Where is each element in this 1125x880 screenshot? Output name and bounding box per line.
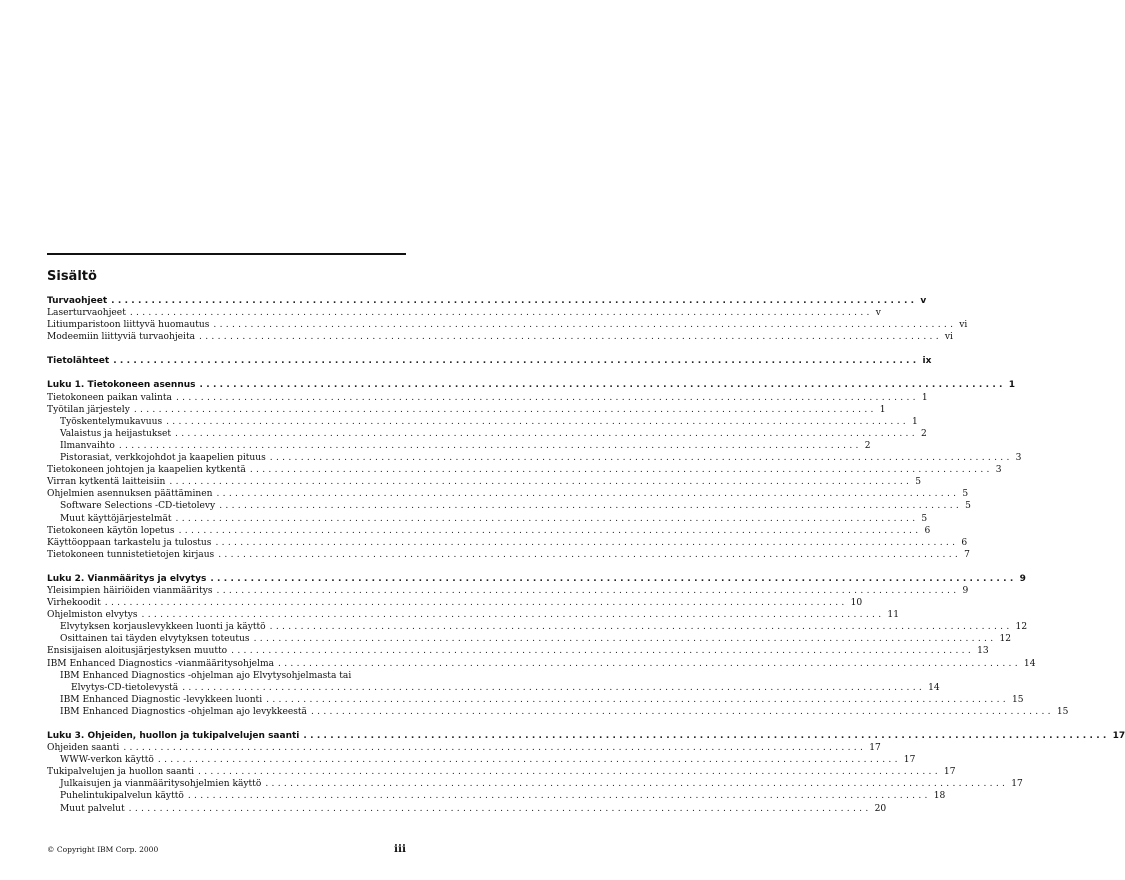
toc-dot-leader: ........................................................................................................................ <box>303 731 1110 741</box>
toc-entry-page: 17 <box>903 755 916 766</box>
toc-entry[interactable] <box>47 513 928 525</box>
toc-entry-label: Litiumparistoon liittyvä huomautus <box>47 320 210 331</box>
toc-entry-label: Työskentelymukavuus <box>60 416 163 427</box>
toc-entry-page: v <box>875 308 881 319</box>
toc-dot-leader: ........................................................................................................................ <box>310 706 1054 717</box>
toc-entry[interactable] <box>47 694 1024 706</box>
toc-entry-page: 1 <box>879 404 886 415</box>
toc-entry[interactable] <box>47 597 863 609</box>
toc-entry-page: 10 <box>850 598 863 609</box>
toc-entry-label: Työtilan järjestely <box>47 404 130 415</box>
toc-entry-label: IBM Enhanced Diagnostic -levykkeen luonti <box>60 694 263 705</box>
toc-entry[interactable] <box>47 621 1028 633</box>
toc-entry[interactable] <box>47 658 1036 670</box>
toc-entry-label: Tietokoneen tunnistetietojen kirjaus <box>47 549 215 560</box>
toc-entry-page: 1 <box>1008 380 1016 391</box>
toc-entry-page: 11 <box>887 610 899 621</box>
toc-entry[interactable] <box>47 488 969 500</box>
toc-dot-leader: ........................................................................................................................ <box>219 501 963 512</box>
toc-dot-leader: ........................................................................................................................ <box>175 392 919 403</box>
toc-entry-page: 6 <box>924 525 931 536</box>
toc-entry[interactable] <box>47 706 1069 718</box>
toc-entry-page: 9 <box>962 585 969 596</box>
toc-entry-label: Ohjeiden saanti <box>47 743 120 754</box>
header-rule <box>47 253 406 255</box>
toc-entry[interactable] <box>47 404 886 416</box>
toc-entry[interactable] <box>47 392 928 404</box>
toc-entry-page: 14 <box>1023 658 1036 669</box>
toc-entry-label: Luku 2. Vianmääritys ja elvytys <box>47 573 207 584</box>
toc-entry[interactable] <box>47 452 1022 464</box>
toc-entry[interactable] <box>47 682 940 694</box>
toc-entry-page: 7 <box>964 549 970 560</box>
toc-dot-leader: ........................................................................................................................ <box>278 658 1021 669</box>
toc-entry-label: Puhelintukipalvelun käyttö <box>60 791 184 802</box>
page-title: Sisältö <box>47 269 97 284</box>
toc-dot-leader: ........................................................................................................................ <box>133 404 877 415</box>
toc-entry-page: 14 <box>928 682 940 693</box>
toc-dot-leader: ........................................................................................................................ <box>129 308 873 319</box>
toc-entry[interactable] <box>47 803 887 815</box>
toc-entry-page: 18 <box>933 791 946 802</box>
toc-dot-leader: ........................................................................................................................ <box>175 513 919 524</box>
toc-entry-page: ix <box>922 356 932 367</box>
toc-entry[interactable] <box>47 790 946 802</box>
toc-entry[interactable] <box>47 633 1012 645</box>
toc-entry-label: Tietolähteet <box>47 356 110 367</box>
toc-entry-label: Ohjelmiston elvytys <box>47 610 138 621</box>
toc-dot-leader: ........................................................................................................................ <box>216 585 960 596</box>
toc-dot-leader: ........................................................................................................................ <box>265 779 1009 790</box>
toc-entry-page: 17 <box>869 743 881 754</box>
toc-entry-page: vi <box>959 320 968 331</box>
toc-spacer <box>47 367 406 379</box>
toc-entry-page: 20 <box>874 803 887 814</box>
toc-dot-leader: ........................................................................................................................ <box>178 525 922 536</box>
copyright-notice: © Copyright IBM Corp. 2000 <box>47 845 159 854</box>
toc-entry-label: Ilmanvaihto <box>60 440 115 451</box>
toc-entry[interactable] <box>47 778 1023 790</box>
toc-entry-label: Tietokoneen johtojen ja kaapelien kytkentä <box>47 465 246 476</box>
toc-entry-page: v <box>920 296 927 306</box>
toc-entry-label: Ohjelmien asennuksen päättäminen <box>47 489 213 500</box>
toc-chapter-entry[interactable] <box>47 355 932 367</box>
toc-dot-leader: ........................................................................................................................ <box>182 682 926 693</box>
toc-entry[interactable] <box>47 464 1002 476</box>
toc-dot-leader: ........................................................................................................................ <box>218 549 962 560</box>
toc-entry-label: Muut palvelut <box>60 803 125 814</box>
toc-dot-leader: ........................................................................................................................ <box>113 356 920 367</box>
toc-dot-leader: ........................................................................................................................ <box>175 428 918 439</box>
toc-dot-leader: ........................................................................................................................ <box>269 453 1013 464</box>
toc-dot-leader: ........................................................................................................................ <box>123 743 867 754</box>
toc-entry-label: Luku 3. Ohjeiden, huollon ja tukipalvelujen saanti <box>47 731 300 741</box>
toc-entry-page: 15 <box>1056 706 1069 717</box>
toc-dot-leader: ........................................................................................................................ <box>253 634 997 645</box>
toc-entry[interactable] <box>47 609 899 621</box>
toc-entry-label: Osittainen tai täyden elvytyksen toteutus <box>60 634 250 645</box>
toc-spacer <box>47 718 406 730</box>
toc-entry-page: 2 <box>920 428 927 439</box>
toc-entry-label: IBM Enhanced Diagnostics -ohjelman ajo levykkeestä <box>60 706 307 717</box>
toc-dot-leader: ........................................................................................................................ <box>187 791 931 802</box>
toc-entry-label: WWW-verkon käyttö <box>60 755 154 766</box>
toc-entry[interactable] <box>47 440 871 452</box>
toc-entry-label: Elvytyksen korjauslevykkeen luonti ja käyttö <box>60 622 266 633</box>
toc-dot-leader: ........................................................................................................................ <box>157 755 901 766</box>
toc-entry[interactable] <box>47 428 927 440</box>
toc-entry-page: 17 <box>943 767 956 778</box>
toc-entry-label: Yleisimpien häiriöiden vianmääritys <box>47 585 213 596</box>
toc-entry-label: Julkaisujen ja vianmääritysohjelmien käyttö <box>60 779 262 790</box>
toc-entry-label: Käyttöoppaan tarkastelu ja tulostus <box>47 537 212 548</box>
toc-entry-label: Pistorasiat, verkkojohdot ja kaapelien pituus <box>60 453 266 464</box>
toc-entry[interactable] <box>47 585 969 597</box>
toc-entry-page: 3 <box>995 465 1002 476</box>
toc-entry[interactable] <box>47 500 971 512</box>
toc-dot-leader: ........................................................................................................................ <box>199 332 942 343</box>
toc-entry[interactable] <box>47 537 968 549</box>
toc-dot-leader: ........................................................................................................................ <box>169 477 913 488</box>
toc-entry[interactable] <box>47 549 970 561</box>
toc-dot-leader: ........................................................................................................................ <box>111 296 918 306</box>
toc-entry-label: Software Selections -CD-tietolevy <box>60 501 216 512</box>
toc-entry[interactable] <box>47 645 989 657</box>
toc-entry-label: Turvaohjeet <box>47 296 108 306</box>
toc-entry-page: 5 <box>921 513 928 524</box>
toc-entry-label: Tietokoneen käytön lopetus <box>47 525 175 536</box>
toc-chapter-entry[interactable] <box>47 379 1016 391</box>
toc-entry-page: 5 <box>915 477 922 488</box>
toc-entry-page: 6 <box>961 537 968 548</box>
toc-entry-page: vi <box>944 332 953 343</box>
toc-dot-leader: ........................................................................................................................ <box>141 610 885 621</box>
toc-entry[interactable] <box>47 766 956 778</box>
toc-dot-leader: ........................................................................................................................ <box>249 465 993 476</box>
toc-entry-page: 9 <box>1019 573 1026 584</box>
toc-entry[interactable] <box>47 319 968 331</box>
toc-entry-label: Ensisijaisen aloitusjärjestyksen muutto <box>47 646 228 657</box>
toc-entry[interactable] <box>47 670 406 682</box>
toc-entry[interactable] <box>47 754 916 766</box>
toc-entry-page: 1 <box>921 392 928 403</box>
toc-entry-label: Muut käyttöjärjestelmät <box>60 513 172 524</box>
toc-entry-label: Tukipalvelujen ja huollon saanti <box>47 767 195 778</box>
toc-dot-leader: ........................................................................................................................ <box>266 694 1010 705</box>
toc-entry-page: 1 <box>912 416 918 427</box>
toc-entry-page: 12 <box>999 634 1012 645</box>
toc-entry-label: Elvytys-CD-tietolevystä <box>71 682 179 693</box>
toc-dot-leader: ........................................................................................................................ <box>198 767 941 778</box>
toc-chapter-entry[interactable] <box>47 730 1125 742</box>
toc-entry-label: Tietokoneen paikan valinta <box>47 392 172 403</box>
toc-spacer <box>47 343 406 355</box>
toc-dot-leader: ........................................................................................................................ <box>213 320 957 331</box>
toc-dot-leader: ........................................................................................................................ <box>166 416 909 427</box>
toc-dot-leader: ........................................................................................................................ <box>216 489 960 500</box>
toc-dot-leader: ........................................................................................................................ <box>210 573 1017 584</box>
toc-entry[interactable] <box>47 742 881 754</box>
toc-dot-leader: ........................................................................................................................ <box>269 622 1013 633</box>
toc-entry-label: Luku 1. Tietokoneen asennus <box>47 380 196 391</box>
page-footer <box>47 843 406 855</box>
toc-entry-label: IBM Enhanced Diagnostics -ohjelman ajo Elvytysohjelmasta tai <box>60 670 352 681</box>
toc-dot-leader: ........................................................................................................................ <box>104 598 848 609</box>
toc-chapter-entry[interactable] <box>47 573 1026 585</box>
toc-entry-page: 13 <box>977 646 989 657</box>
toc-entry-page: 12 <box>1015 622 1028 633</box>
page-number: iii <box>394 843 406 855</box>
toc-entry-page: 3 <box>1015 453 1022 464</box>
toc-entry-label: Valaistus ja heijastukset <box>60 428 172 439</box>
toc-entry-label: Laserturvaohjeet <box>47 308 126 319</box>
toc-dot-leader: ........................................................................................................................ <box>215 537 959 548</box>
toc-entry-label: Virhekoodit <box>47 598 101 609</box>
toc-entry[interactable] <box>47 331 953 343</box>
toc-entry-page: 17 <box>1112 731 1125 741</box>
toc-entry-page: 15 <box>1012 694 1024 705</box>
toc-entry[interactable] <box>47 476 922 488</box>
toc-entry-page: 17 <box>1011 779 1023 790</box>
toc-entry-page: 5 <box>965 501 971 512</box>
toc-spacer <box>47 561 406 573</box>
toc-chapter-entry[interactable] <box>47 295 927 307</box>
toc-dot-leader: ........................................................................................................................ <box>231 646 975 657</box>
toc-dot-leader: ........................................................................................................................ <box>199 380 1006 391</box>
toc-entry-label: Virran kytkentä laitteisiin <box>47 477 166 488</box>
toc-entry[interactable] <box>47 525 931 537</box>
toc-entry-label: Modeemiin liittyviä turvaohjeita <box>47 332 196 343</box>
toc-entry[interactable] <box>47 416 918 428</box>
toc-dot-leader: ........................................................................................................................ <box>128 803 872 814</box>
toc-entry[interactable] <box>47 307 881 319</box>
table-of-contents <box>47 295 1125 815</box>
toc-entry-page: 2 <box>864 440 871 451</box>
toc-entry-page: 5 <box>962 489 969 500</box>
toc-dot-leader: ........................................................................................................................ <box>118 440 862 451</box>
toc-entry-label: IBM Enhanced Diagnostics -vianmääritysohjelma <box>47 658 275 669</box>
